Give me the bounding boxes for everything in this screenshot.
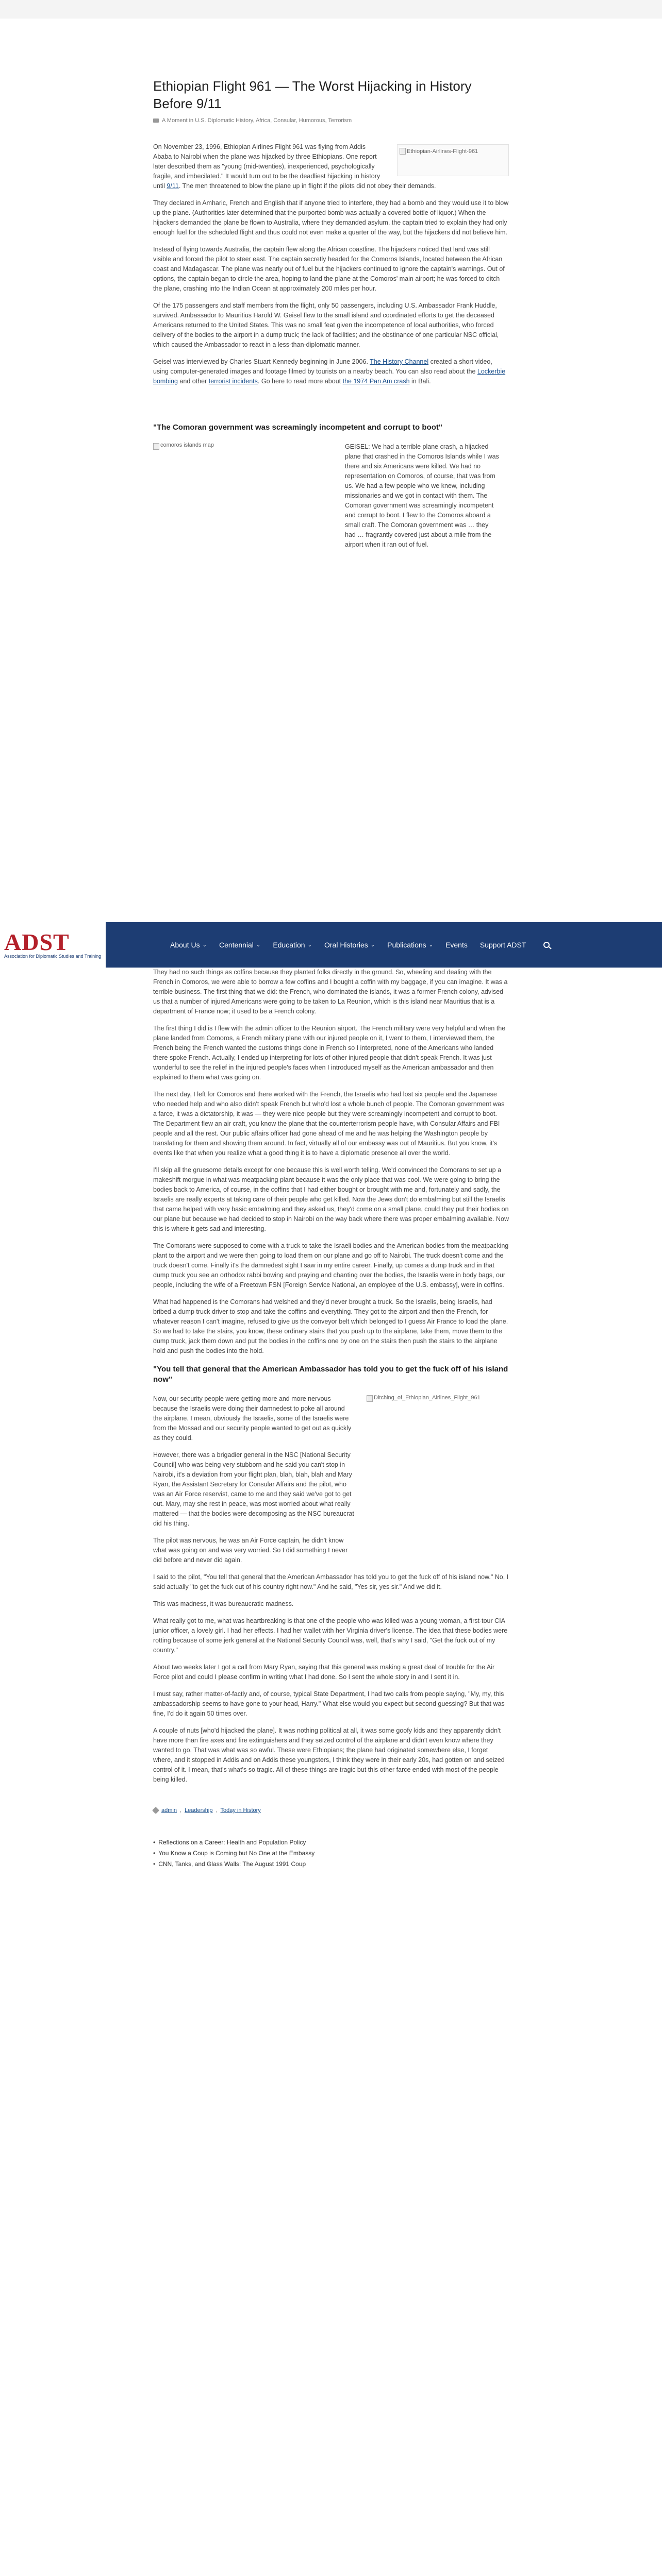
paragraph: Now, our security people were getting more and more nervous because the Israelis were doing their damnedest to poke all around the airplane. I mean, obviously the Israelis, some of the Israelis were from the Mossad and our security people wanted to get out as quickly as they could. [153, 1395, 352, 1442]
paragraph: Of the 175 passengers and staff members from the flight, only 50 passengers, including U.S. Ambassador Frank Huddle, survived. Ambassador to Mauritius Harold W. Geisel flew to the small island and coordinated efforts to get the deceased Americans returned to the United States. This was no small feat given the incompetence of local authorities, who forced delivery of the bodies to the airport in a dump truck; the lack of facilities; and the obstinance of one particular NSC official, which caused the Ambassador to react in a less-than-diplomatic manner. [153, 302, 499, 348]
text: Geisel was interviewed by Charles Stuart Kennedy beginning in June 2006. [153, 358, 370, 365]
column-text [153, 1394, 354, 1572]
paragraph: Instead of flying towards Australia, the captain flew along the African coastline. The hijackers noticed that land was still visible and forced the pilot to steer east. The captain secretly headed for the Comoros Islands, located between the African coast and Madagascar. The plane was nearly out of fuel but the hijackers continued to ignore the captain's warnings. Out of options, the captain began to circle the area, hoping to land the plane at the Comoros' main airport; he was forced to ditch the plane, crashing into the Indian Ocean at approximately 200 miles per hour. [153, 246, 505, 292]
paragraph: They declared in Amharic, French and English that if anyone tried to interfere, they had a bomb and they would use it to blow up the plane. (Authorities later determined that the purported bomb was actually a covered bottle of liquor.) When the hijackers demanded the plane be flown to Australia, where they demanded asylum, the captain tried to explain they had only enough fuel for the scheduled flight and thus could not even make a quarter of the way, but the hijackers did not believe him. [153, 199, 509, 236]
paragraph: I must say, rather matter-of-factly and, of course, typical State Department, I had two calls from people saying, "My, my, this ambassadorship seems to have gone to your head, Harry." What else would you expect but second guessing? But that was fine, I'd do it again 50 times over. [153, 1690, 505, 1717]
hero-image-alt: Ethiopian-Airlines-Flight-961 [407, 148, 478, 155]
paragraph: What had happened is the Comorans had welshed and they'd never brought a truck. So the Israelis, being Israelis, had bribed a dump truck driver to stop and take the coffins and everything. They got to the airport and then the French, for whatever reason I can't imagine, refused to give us the conveyor belt which belonged to I guess Air France to load the plane. So we had to take the stairs, you know, these ordinary stairs that you push up to the airplane, take them, move them to the dump truck, jack them down and put the bodies in the coffins one by one on the stairs then push the stairs to the airplane hold and push the bodies into the hold. [153, 1298, 508, 1354]
related-link[interactable]: CNN, Tanks, and Glass Walls: The August 1991 Coup [158, 1860, 306, 1868]
broken-image-icon [400, 148, 406, 155]
link-pan-am-crash[interactable]: the 1974 Pan Am crash [342, 378, 410, 385]
tag-link[interactable]: admin [161, 1807, 177, 1814]
paragraph: I said to the pilot, "You tell that general that the American Ambassador has told you to get the fuck off of his island now." No, I said actually "to get the fuck out of his country right now." And he said, "Yes sir, yes sir." And we did it. [153, 1573, 509, 1590]
nav-label: About Us [170, 941, 200, 949]
main-navbar [0, 922, 662, 968]
related-link[interactable]: You Know a Coup is Coming but No One at the Embassy [158, 1850, 315, 1857]
category-links[interactable]: A Moment in U.S. Diplomatic History, Africa, Consular, Humorous, Terrorism [162, 117, 352, 124]
chevron-down-icon: ⌄ [256, 942, 261, 948]
tag-link[interactable]: Today in History [220, 1807, 261, 1814]
paragraph: A couple of nuts [who'd hijacked the plane]. It was nothing political at all, it was some goofy kids and they apparently didn't have more than fire axes and fire extinguishers and they seized control of the airplane and didn't even know where they wanted to go. That was what was so awful. These were Ethiopians; the plane had originated somewhere else, I forget where, and it stopped in Addis and on Addis these youngsters, I think they were in their early 20s, had gotten on and seized control of it. I mean, that's what's so tragic. All of these things are tragic but this other farce ended with most of the people being killed. [153, 1727, 505, 1783]
nav-label: Centennial [219, 941, 254, 949]
logo-tagline: Association for Diplomatic Studies and Training [4, 954, 102, 959]
paragraph: I'll skip all the gruesome details except for one because this is well worth telling. We'd convinced the Comorans to set up a makeshift morgue in what was meatpacking plant because it was the only place that was cool. We were going to bring the bodies back to America, of course, in the coffins that I had either bought or brought with me and, fortunately and sadly, the Israelis are really experts at taking care of their people who get killed. Now the Jews don't do embalming but still the Israelis that came helped with very basic embalming and they asked us, they'd come on a small plane, could they put their bodies on our plane but because we had decided to stop in Nairobi on the way back where there was proper embalming available. Now this is where it gets sad and interesting. [153, 1166, 509, 1232]
link-history-channel[interactable]: The History Channel [370, 358, 429, 365]
related-posts [153, 1837, 509, 1870]
logo-text: ADST [4, 929, 70, 955]
nav-item-events[interactable] [445, 941, 468, 949]
related-item [153, 1859, 509, 1870]
related-item [153, 1837, 509, 1848]
folder-icon [153, 118, 159, 123]
text: created a short video, using computer-generated images and footage filmed by tourists on a nearby beach. You can also read about the [153, 358, 492, 375]
paragraph: The Comorans were supposed to come with a truck to take the Israeli bodies and the American bodies from the meatpacking plant to the airport and we were then going to load them on our plane and go off to Nairobi. The truck doesn't come and the truck doesn't come. Finally it's the damnedest sight I saw in my entire career. Finally, up comes a dump truck and in that dump truck you see an orthodox rabbi bowing and praying and chanting over the bodies, the Israelis were in body bags, our people, including the wife of a Freetown FSN [Foreign Service National, an employee of the U.S. embassy], were in coffins. [153, 1242, 509, 1289]
link-lockerbie[interactable]: Lockerbie bombing [153, 368, 506, 385]
nav-label: Support ADST [479, 941, 526, 949]
tag-link[interactable]: Leadership [185, 1807, 213, 1814]
broken-image-icon [367, 1395, 373, 1402]
text: On November 23, 1996, Ethiopian Airlines Flight 961 was flying from Addis Ababa to Nairobi when the plane was hijacked by three Ethiopians. One report later described them as "young (mid-twenties), inexperienced, psychologically fragile, and imbecilated." It would turn out to be the deadliest hijacking in history until [153, 143, 380, 190]
map-image [153, 442, 339, 457]
text: in Bali. [409, 378, 431, 385]
text: and other [177, 378, 209, 385]
top-strip [0, 0, 662, 19]
bullet-icon: • [153, 1839, 156, 1846]
nav-item-oral-histories[interactable] [324, 941, 375, 949]
nav-label: Publications [387, 941, 426, 949]
tag-list: admin , Leadership , Today in History [153, 1807, 509, 1814]
chevron-down-icon: ⌄ [428, 942, 434, 948]
broken-image-icon [153, 443, 159, 450]
paragraph: The first thing I did is I flew with the admin officer to the Reunion airport. The French military were very helpful and when the plane landed from Comoros, a French military plane with our injured people on it, I went to them, I interviewed them, the French being the French wanted the customs things done in French so I interpreted, none of the Americans who landed there spoke French. Actually, I ended up interpreting for lots of other injured people that didn't speak French. It was just wonderful to see the relief in the injured people's faces when I introduced myself as the American ambassador and then explained to them what was going on. [153, 1025, 506, 1081]
nav-label: Oral Histories [324, 941, 368, 949]
pull-quote: "You tell that general that the American Ambassador has told you to get the fuck off of his island now" [153, 1365, 508, 1384]
related-link[interactable]: Reflections on a Career: Health and Population Policy [158, 1839, 306, 1846]
paragraph: About two weeks later I got a call from Mary Ryan, saying that this general was making a great deal of trouble for the Air Force pilot and could I please confirm in writing what I had done. So I sent the whole story in and I sent it in. [153, 1664, 495, 1681]
map-section [153, 442, 509, 550]
nav-label: Events [445, 941, 468, 949]
nav-item-about-us[interactable] [170, 941, 207, 949]
paragraph: The next day, I left for Comoros and there worked with the French, the Israelis who had lost six people and the Japanese who needed help and who also didn't speak French but who'd lost a whole bunch of people. The Comoran government was a farce, it was a dictatorship, it was — they were nice people but they were screamingly incompetent and corrupt to boot. The Department flew an air craft, you know the plane that the counterterrorism people have, with Consular Affairs and FBI people and all the rest. Our public affairs officer had gone ahead of me and he was helping the Washington people by translating for them and showing them around. In fact, virtually all of our embassy was out of Mauritius. But you know, it's events like that when you realize what a good thing it is to have a diplomatic presence all over the world. [153, 1091, 505, 1157]
paragraph [153, 357, 509, 386]
map-image-alt: comoros islands map [160, 442, 214, 448]
category-list [153, 117, 509, 124]
link-9-11[interactable]: 9/11 [167, 182, 179, 190]
search-icon [543, 942, 550, 948]
related-item [153, 1848, 509, 1859]
ditching-image [367, 1394, 506, 1415]
text: . Go here to read more about [257, 378, 343, 385]
chevron-down-icon: ⌄ [370, 942, 375, 948]
bullet-icon: • [153, 1860, 156, 1868]
article-continued [153, 968, 509, 1870]
paragraph: However, there was a brigadier general in the NSC [National Security Council] who was being very stubborn and he said you can't stop in Nairobi, it's a deviation from your flight plan, blah, blah, blah and Mary Ryan, the Assistant Secretary for Consular Affairs and the pilot, who was an Air Force reservist, came to me and they said we've got to get out. Mary, may she rest in peace, was most worried about what really mattered — that the bodies were decomposing as the NSC bureaucrat did his thing. [153, 1451, 354, 1527]
nav-item-publications[interactable] [387, 941, 433, 949]
paragraph: This was madness, it was bureaucratic madness. [153, 1600, 294, 1607]
search-button[interactable] [543, 941, 550, 949]
nav-label: Education [273, 941, 305, 949]
paragraph: The pilot was nervous, he was an Air Force captain, he didn't know what was going on and was very worried. So I did something I never did before and never did again. [153, 1537, 348, 1564]
nav-menu [170, 941, 550, 949]
nav-item-centennial[interactable] [219, 941, 260, 949]
chevron-down-icon: ⌄ [307, 942, 312, 948]
text: . The men threatened to blow the plane up in flight if the pilots did not obey their demands. [178, 182, 436, 190]
bullet-icon: • [153, 1850, 156, 1857]
page-title: Ethiopian Flight 961 — The Worst Hijacking in History Before 9/11 [153, 78, 472, 111]
nav-item-support-adst[interactable] [480, 941, 526, 949]
pull-quote: "The Comoran government was screamingly incompetent and corrupt to boot" [153, 423, 442, 432]
tag-icon [152, 1807, 159, 1814]
ditching-section [153, 1394, 509, 1572]
ditching-image-alt: Ditching_of_Ethiopian_Airlines_Flight_961 [374, 1395, 481, 1401]
chevron-down-icon: ⌄ [202, 942, 207, 948]
paragraph: What really got to me, what was heartbreaking is that one of the people who was killed was a young woman, a first-tour CIA junior officer, a lovely girl. I had her effects. I had her wallet with her Virginia driver's license. The idea that these bodies were rotting because of some jerk general at the National Security Council was, well, that's why I said, "Get the fuck out of my country." [153, 1617, 508, 1654]
paragraph: They had no such things as coffins because they planted folks directly in the ground. So, wheeling and dealing with the French in Comoros, we were able to borrow a few coffins and I bought a coffin with my baggage, if you can imagine. It was a terrible business. The first thing that we did: the French, who dominated the islands, it was a former French colony, advised us that a number of injured Americans were going to be taken to La Reunion, which is this island near Mauritius that is a department of France now; it used to be a French colony. [153, 969, 508, 1015]
site-logo[interactable] [0, 922, 106, 968]
nav-item-education[interactable] [273, 941, 312, 949]
hero-image [397, 144, 509, 176]
article [153, 77, 509, 550]
link-terrorist-incidents[interactable]: terrorist incidents [208, 378, 258, 385]
paragraph: GEISEL: We had a terrible plane crash, a hijacked plane that crashed in the Comoros Islands while I was there and six Americans were killed. We had no representation on Comoros, of course, that was from us. We had a few people who we knew, including missionaries and we got in contact with them. The Comoran government was screamingly incompetent and corrupt to boot. I flew to the Comoros aboard a small craft. The Comoran government was … they had … fragrantly covered just about a mile from the airport when it ran out of fuel. [345, 443, 499, 548]
